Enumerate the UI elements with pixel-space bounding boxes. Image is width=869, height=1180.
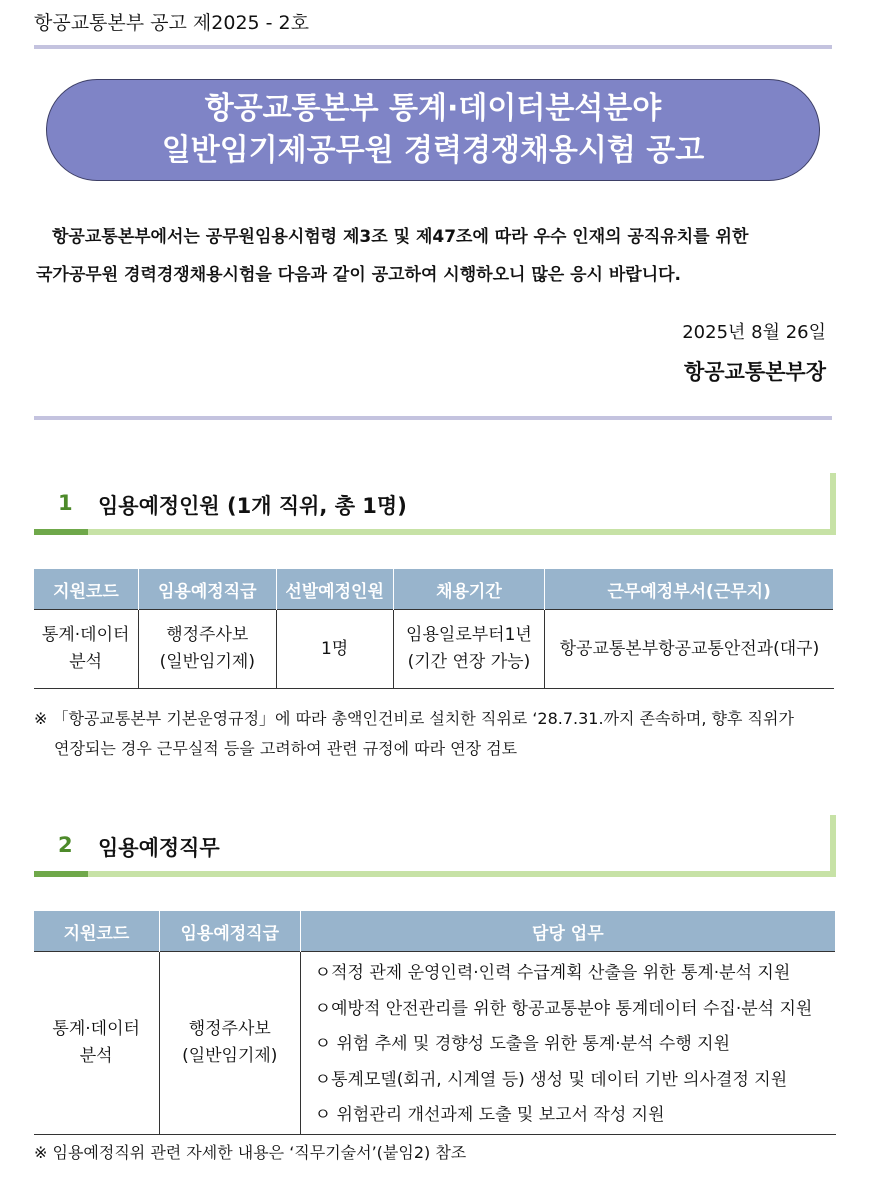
section-bar-accent xyxy=(34,871,88,877)
header-duties: 담당 업무 xyxy=(300,911,835,952)
header-department: 근무예정부서(근무지) xyxy=(545,569,834,610)
section-bar-edge xyxy=(830,473,836,535)
header-period: 채용기간 xyxy=(393,569,545,610)
section-bar xyxy=(34,529,836,535)
duties-table xyxy=(33,911,836,1135)
cell-period: 임용일로부터1년 (기간 연장 가능) xyxy=(393,610,545,689)
cell-code: 통계·데이터 분석 xyxy=(34,610,139,689)
cell-grade: 행정주사보 (일반임기제) xyxy=(138,610,276,689)
title-line-2: 일반임기제공무원 경력경쟁채용시험 공고 xyxy=(161,133,705,168)
middle-divider xyxy=(34,416,832,420)
section-bar-edge xyxy=(830,815,836,877)
duty-item: ㅇ적정 관제 운영인력·인력 수급계획 산출을 위한 통계·분석 지원 xyxy=(314,963,791,983)
table-row xyxy=(34,610,834,689)
announcement-date: 2025년 8월 26일 xyxy=(682,322,826,343)
duty-item: ㅇ 위험 추세 및 경향성 도출을 위한 통계·분석 수행 지원 xyxy=(314,1034,730,1054)
section-1-header xyxy=(34,473,836,535)
duty-item: ㅇ예방적 안전관리를 위한 항공교통분야 통계데이터 수집·분석 지원 xyxy=(314,998,813,1019)
header-code: 지원코드 xyxy=(34,911,160,952)
cell-department: 항공교통본부항공교통안전과(대구) xyxy=(545,610,834,689)
section-1-title: 임용예정인원 (1개 직위, 총 1명) xyxy=(98,494,407,518)
positions-table xyxy=(33,569,834,689)
top-divider xyxy=(34,45,832,49)
title-banner xyxy=(46,79,820,181)
cell-code: 통계·데이터 분석 xyxy=(34,952,160,1135)
header-count: 선발예정인원 xyxy=(276,569,393,610)
cell-duties xyxy=(300,952,835,1135)
header-grade: 임용예정직급 xyxy=(159,911,300,952)
section-bar xyxy=(34,871,836,877)
section-2-title: 임용예정직무 xyxy=(98,836,220,860)
cell-grade: 행정주사보 (일반임기제) xyxy=(159,952,300,1135)
cell-count: 1명 xyxy=(276,610,393,689)
duty-item: ㅇ 위험관리 개선과제 도출 및 보고서 작성 지원 xyxy=(314,1105,665,1125)
section-2-header xyxy=(34,815,836,877)
header-grade: 임용예정직급 xyxy=(138,569,276,610)
table-header-row xyxy=(34,911,836,952)
section-2-note: ※ 임용예정직위 관련 자세한 내용은 ‘직무기술서’(붙임2) 참조 xyxy=(34,1143,467,1162)
intro-paragraph xyxy=(36,218,830,294)
signer: 항공교통본부장 xyxy=(683,360,826,384)
intro-line-2: 국가공무원 경력경쟁채용시험을 다음과 같이 공고하여 시행하오니 많은 응시 바랍니다. xyxy=(36,265,681,285)
duty-item: ㅇ통계모델(회귀, 시계열 등) 생성 및 데이터 기반 의사결정 지원 xyxy=(314,1069,788,1090)
title-line-1: 항공교통본부 통계·데이터분석분야 xyxy=(204,91,662,126)
section-bar-accent xyxy=(34,529,88,535)
table-header-row xyxy=(34,569,834,610)
section-2-number: 2 xyxy=(58,833,73,857)
section-1-note: ※ 「항공교통본부 기본운영규정」에 따라 총액인건비로 설치한 직위로 ‘28.7.31.까지 존속하며, 향후 직위가 연장되는 경우 근무실적 등을 고려하여 관련 규정에 따라 연장 검토 xyxy=(34,709,794,758)
notice-number: 항공교통본부 공고 제2025 - 2호 xyxy=(34,12,309,34)
table-row xyxy=(34,952,836,1135)
header-code: 지원코드 xyxy=(34,569,139,610)
intro-line-1: 항공교통본부에서는 공무원임용시험령 제3조 및 제47조에 따라 우수 인재의 공직유치를 위한 xyxy=(52,227,749,247)
section-1-number: 1 xyxy=(58,491,73,515)
